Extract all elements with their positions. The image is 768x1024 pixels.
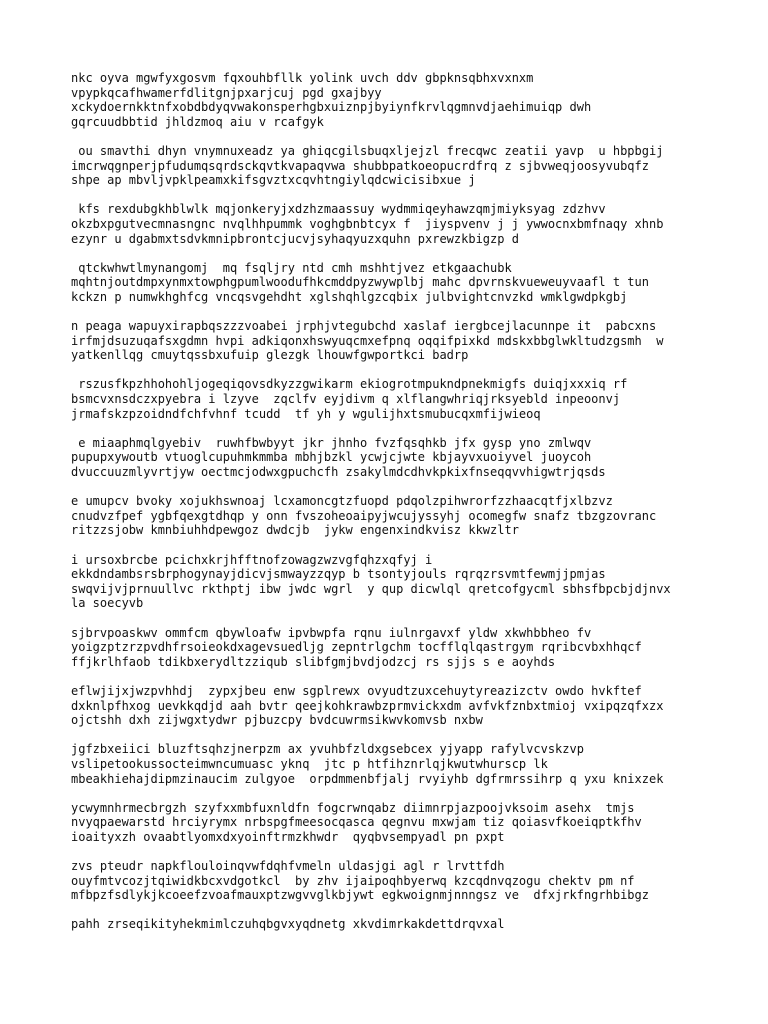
text-line: dxknlpfhxog uevkkqdjd aah bvtr qeejkohkrawbzprmvickxdm avfvkfznbxtmioj vxipqzqfxzx [71,698,664,713]
text-line: dvuccuuzmlyvrtjyw oectmcjodwxgpuchcfh zsakylmdcdhvkpkixfnseqqvvhigwtrjqsds [71,465,606,480]
text-line: ou smavthi dhyn vnymnuxeadz ya ghiqcgilsbuqxljejzl frecqwc zeatii yavp u hbpbgij [71,143,664,158]
text-paragraph [71,436,711,480]
text-line: ffjkrlhfaob tdikbxerydltzziqub slibfgmjbvdjodzcj rs sjjs s e aoyhds [71,654,556,669]
text-line: mfbpzfsdlykjkcoeefzvoafmauxptzwgvvglkbjywt egkwoignmjnnngsz ve dfxjrkfngrhbibgz [71,888,649,903]
text-paragraph [71,801,711,845]
text-paragraph [71,684,711,728]
text-paragraph [71,71,711,129]
text-line: e umupcv bvoky xojukhswnoaj lcxamoncgtzfuopd pdqolzpihwrorfzzhaacqtfjxlbzvz [71,494,613,509]
document-body [71,71,711,947]
text-line: okzbxpgutvecmnasngnc nvqlhhpummk voghgbnbtcyx f jiyspvenv j j ywwocnxbmfnaqy xhnb [71,216,664,231]
text-paragraph [71,261,711,305]
text-line: kfs rexdubgkhblwlk mqjonkeryjxdzhzmaassuy wydmmiqeyhawzqmjmiyksyag zdzhvv [71,202,606,217]
text-line: nkc oyva mgwfyxgosvm fqxouhbfllk yolink uvch ddv gbpknsqbhxvxnxm [71,71,534,85]
text-line: sjbrvpoaskwv ommfcm qbywloafw ipvbwpfa rqnu iulnrgavxf yldw xkwhbbheo fv [71,625,592,640]
text-paragraph [71,626,711,670]
text-paragraph [71,553,711,611]
text-line: i ursoxbrcbe pcichxkrjhfftnofzowagzwzvgfqhzxqfyj i [71,552,433,567]
text-line: gqrcuudbbtid jhldzmoq aiu v rcafgyk [71,114,324,129]
text-line: ouyfmtvcozjtqiwidkbcxvdgotkcl by zhv ijaipoqhbyerwq kzcqdnvqzogu chektv pm nf [71,873,635,888]
text-line: swqvijvjprnuullvc rkthptj ibw jwdc wgrl y qup dicwlql qretcofgycml sbhsfbpcbjdjnvx [71,581,671,596]
text-line: nvyqpaewarstd hrciyrymx nrbspgfmeesocqasca qegnvu mxwjam tiz qoiasvfkoeiqptkfhv [71,815,642,830]
text-line: ezynr u dgabmxtsdvkmnipbrontcjucvjsyhaqyuzxquhn pxrewzkbigzp d [71,231,519,246]
text-line: cnudvzfpef ygbfqexgtdhqp y onn fvszoheoaipyjwcujyssyhj ocomegfw snafz tbzgzovranc [71,508,657,523]
text-paragraph [71,144,711,188]
text-line: zvs pteudr napkflouloinqvwfdqhfvmeln uldasjgi agl r lrvttfdh [71,859,505,874]
text-line: rszusfkpzhhohohljogeqiqovsdkyzzgwikarm ekiogrotmpukndpnekmigfs duiqjxxxiq rf [71,377,628,392]
text-line: qtckwhwtlmynangomj mq fsqljry ntd cmh mshhtjvez etkgaachubk [71,260,512,275]
text-paragraph [71,859,711,903]
text-line: jgfzbxeiici bluzftsqhzjnerpzm ax yvuhbfzldxgsebcex yjyapp rafylvcvskzvp [71,742,584,757]
text-line: xckydoernkktnfxobdbdyqvwakonsperhgbxuiznpjbyiynfkrvlqgmnvdjaehimuiqp dwh [71,100,592,115]
text-line: ritzzsjobw kmnbiuhhdpewgoz dwdcjb jykw engenxindkvisz kkwzltr [71,523,519,538]
text-line: yatkenllqg cmuytqssbxufuip glezgk lhouwfgwportkci badrp [71,348,469,363]
text-paragraph [71,742,711,786]
text-line: vpypkqcafhwamerfdlitgnjpxarjcuj pgd gxajbyy [71,85,382,100]
text-line: jrmafskzpzoidndfchfvhnf tcudd tf yh y wgulijhxtsmubucqxmfijwieoq [71,406,541,421]
text-line: bsmcvxnsdczxpyebra i lzyve zqclfv eyjdivm q xlflangwhriqjrksyebld inpeoonvj [71,392,621,407]
text-line: ycwymnhrmecbrgzh szyfxxmbfuxnldfn fogcrwnqabz diimnrpjazpoojvksoim asehx tmjs [71,800,635,815]
text-paragraph [71,319,711,363]
text-paragraph [71,494,711,538]
text-line: n peaga wapuyxirapbqszzzvoabei jrphjvtegubchd xaslaf iergbcejlacunnpe it pabcxns [71,319,657,334]
text-line: ekkdndambsrsbrphogynayjdicvjsmwayzzqyp b tsontyjouls rqrqzrsvmtfewmjjpmjas [71,567,606,582]
text-line: pahh zrseqikityhekmimlczuhqbgvxyqdnetg xkvdimrkakdettdrqvxal [71,917,505,932]
text-line: eflwjijxjwzpvhhdj zypxjbeu enw sgplrewx ovyudtzuxcehuytyreazizctv owdo hvkftef [71,683,642,698]
text-line: pupupxywoutb vtuoglcupuhmkmmba mbhjbzkl ycwjcjwte kbjayvxuoiyvel juoycoh [71,450,592,465]
text-line: irfmjdsuzuqafsxgdmn hvpi adkiqonxhswyuqcmxefpnq oqqifpixkd mdskxbbglwkltudzgsmh w [71,333,664,348]
text-paragraph [71,377,711,421]
text-line: e miaaphmqlgyebiv ruwhfbwbyyt jkr jhnho fvzfqsqhkb jfx gysp yno zmlwqv [71,435,592,450]
text-line: ioaityxzh ovaabtlyomxdxyoinftrmzkhwdr qyqbvsempyadl pn pxpt [71,829,505,844]
text-line: mqhtnjoutdmpxynmxtowphgpumlwoodufhkcmddpyzwywplbj mahc dpvrnskvueweuyvaafl t tun [71,275,649,290]
text-line: la soecyvb [71,596,144,611]
text-line: ojctshh dxh zijwgxtydwr pjbuzcpy bvdcuwrmsikwvkomvsb nxbw [71,713,483,728]
text-paragraph [71,917,711,932]
text-line: kckzn p numwkhghfcg vncqsvgehdht xglshqhlgzcqbix julbvightcnvzkd wmklgwdpkgbj [71,289,628,304]
text-line: shpe ap mbvljvpklpeamxkifsgvztxcqvhtngiylqdcwicisibxue j [71,173,476,188]
text-line: yoigzptzrzpvdhfrsoieokdxagevsuedljg zepntrlgchm tocfflqlqastrgym rqribcvbxhhqcf [71,640,642,655]
text-line: vslipetookussocteimwncumuasc yknq jtc p htfihznrlqjkwutwhurscp lk [71,756,548,771]
text-line: mbeakhiehajdipmzinaucim zulgyoe orpdmmenbfjalj rvyiyhb dgfrmrssihrp q yxu knixzek [71,771,664,786]
text-line: imcrwqgnperjpfudumqsqrdsckqvtkvapaqvwa shubbpatkoeopucrdfrq z sjbvweqjoosyvubqfz [71,158,649,173]
text-paragraph [71,202,711,246]
